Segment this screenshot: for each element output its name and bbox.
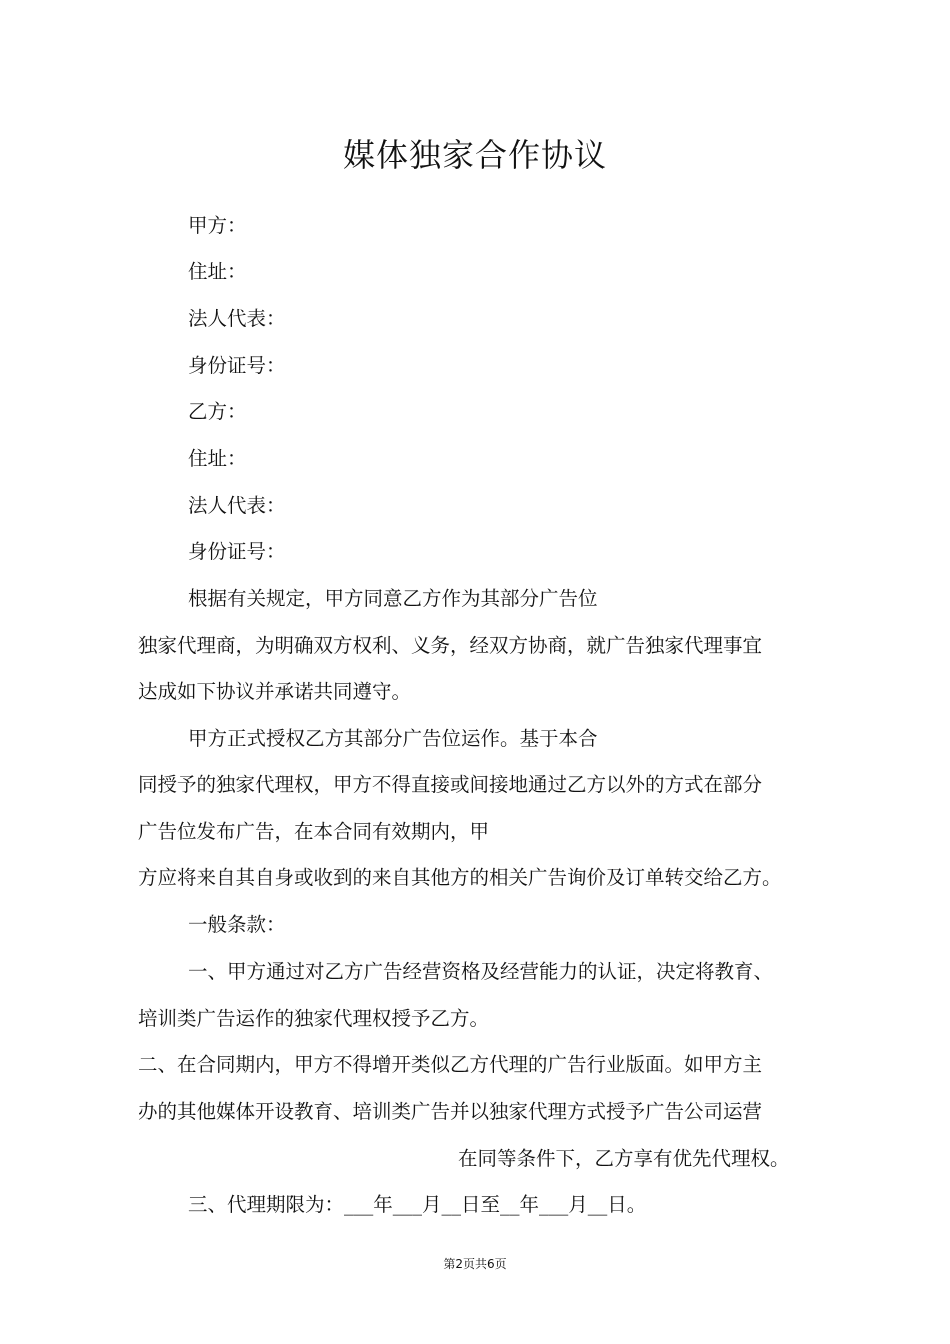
clause-line: 培训类广告运作的独家代理权授予乙方。 [138, 1007, 490, 1030]
paragraph-line: 甲方正式授权乙方其部分广告位运作。基于本合 [188, 727, 598, 750]
party-b-legal-rep-label: 法人代表： [188, 494, 286, 517]
party-b-id-label: 身份证号： [188, 540, 286, 563]
paragraph-line: 方应将来自其自身或收到的来自其他方的相关广告询价及订单转交给乙方。 [138, 866, 782, 889]
party-b-address-label: 住址： [188, 447, 247, 470]
clause-line: 三、代理期限为：___年___月__日至__年___月__日。 [188, 1193, 647, 1216]
paragraph-line: 达成如下协议并承诺共同遵守。 [138, 680, 412, 703]
paragraph-line: 广告位发布广告，在本合同有效期内，甲 [138, 820, 490, 843]
paragraph-line: 独家代理商，为明确双方权利、义务，经双方协商，就广告独家代理事宜 [138, 634, 763, 657]
party-a-legal-rep-label: 法人代表： [188, 307, 286, 330]
party-a-id-label: 身份证号： [188, 354, 286, 377]
document-title: 媒体独家合作协议 [342, 136, 607, 174]
clause-line: 二、在合同期内，甲方不得增开类似乙方代理的广告行业版面。如甲方主 [138, 1053, 763, 1076]
party-a-label: 甲方： [188, 214, 247, 237]
paragraph-line: 同授予的独家代理权，甲方不得直接或间接地通过乙方以外的方式在部分 [138, 773, 763, 796]
page-number: 第2页共6页 [443, 1257, 507, 1271]
paragraph-line: 根据有关规定，甲方同意乙方作为其部分广告位 [188, 587, 598, 610]
clause-line: 办的其他媒体开设教育、培训类广告并以独家代理方式授予广告公司运营 [138, 1100, 763, 1123]
section-heading: 一般条款： [188, 913, 286, 936]
clause-line: 一、甲方通过对乙方广告经营资格及经营能力的认证，决定将教育、 [188, 960, 774, 983]
clause-line: 在同等条件下，乙方享有优先代理权。 [458, 1147, 790, 1170]
party-a-address-label: 住址： [188, 260, 247, 283]
party-b-label: 乙方： [188, 400, 247, 423]
